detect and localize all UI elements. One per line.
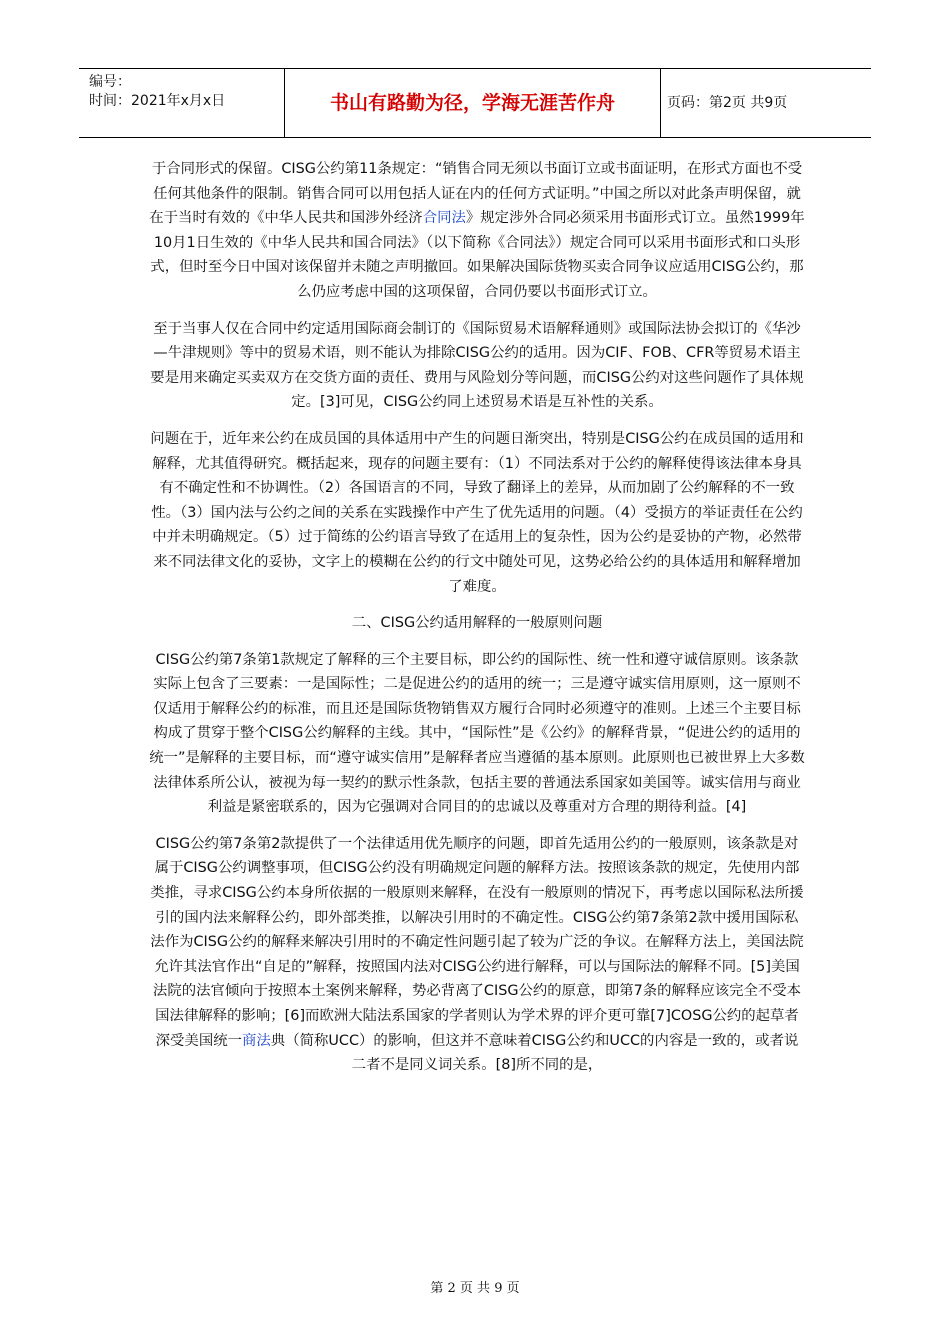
body-paragraph <box>149 317 805 415</box>
body-paragraph <box>149 832 805 1078</box>
paragraph-text: CISG公约第7条第2款提供了一个法律适用优先顺序的问题，即首先适用公约的一般原则，该条款是对属于CISG公约调整事项，但CISG公约没有明确规定问题的解释方法。按照该条款的规定，先使用内部类推，寻求CISG公约本身所依据的一般原则来解释，在没有一般原则的情况下，再考虑以国际私法所援引的国内法来解释公约，即外部类推，以解决引用时的不确定性。CISG公约第7条第2款中援用国际私法作为CISG公约的解释来解决引用时的不确定性问题引起了较为广泛的争议。在解释方法上，美国法院允许其法官作出“自足的”解释，按照国内法对CISG公约进行解释，可以与国际法的解释不同。[5]美国法院的法官倾向于按照本土案例来解释，势必背离了CISG公约的原意，即第7条的解释应该完全不受本国法律解释的影响；[6]而欧洲大陆法系国家的学者则认为学术界的评介更可靠[7]COSG公约的起草者深受美国统一 <box>150 835 804 1049</box>
paragraph-text: 》规定涉外合同必须采用书面形式订立。虽然1999年10月1日生效的《中华人民共和国合同法》（以下简称《合同法》）规定合同可以采用书面形式和口头形式，但时至今日中国对该保留并未随之声明撤回。如果解决国际货物买卖合同争议应适用CISG公约，那么仍应考虑中国的这项保留，合同仍要以书面形式订立。 <box>150 210 805 300</box>
paragraph-text: 典（简称UCC）的影响，但这并不意味着CISG公约和UCC的内容是一致的，或者说二者不是同义词关系。[8]所不同的是， <box>270 1032 799 1074</box>
header-meta-cell <box>79 69 285 137</box>
header-motto: 书山有路勤为径，学海无涯苦作舟 <box>329 92 615 114</box>
paragraph-text: CISG公约第7条第1款规定了解释的三个主要目标，即公约的国际性、统一性和遵守诚信原则。该条款实际上包含了三要素：一是国际性；二是促进公约的适用的统一；三是遵守诚实信用原则，这一原则不仅适用于解释公约的标准，而且还是国际货物销售双方履行合同时必须遵守的准则。上述三个主要目标构成了贯穿于整个CISG公约解释的主线。其中，“国际性”是《公约》的解释背景，“促进公约的适用的统一”是解释的主要目标，而“遵守诚实信用”是解释者应当遵循的基本原则。此原则也已被世界上大多数法律体系所公认，被视为每一契约的默示性条款，包括主要的普通法系国家如美国等。诚实信用与商业利益是紧密联系的，因为它强调对合同目的的忠诚以及尊重对方合理的期待利益。[4] <box>149 651 805 816</box>
hyperlink-commercial-law[interactable]: 商法 <box>242 1032 271 1049</box>
body-paragraph <box>149 427 805 599</box>
hyperlink-contract-law[interactable]: 合同法 <box>422 210 466 227</box>
body-paragraph <box>149 648 805 820</box>
page-footer: 第 2 页 共 9 页 <box>430 1281 520 1296</box>
header-motto-cell <box>285 69 661 137</box>
document-date-label: 时间：2021年x月x日 <box>89 93 226 109</box>
header-page-cell <box>661 69 871 137</box>
paragraph-text: 于合同形式的保留。CISG公约第11条规定：“销售合同无须以书面订立或书面证明，在形式方面也不受任何其他条件的限制。销售合同可以用包括人证在内的任何方式证明。”中国之所以对此条声明保留，就在于当时有效的《中华人民共和国涉外经济 <box>149 161 803 227</box>
body-paragraph <box>149 157 805 305</box>
section-heading: 二、CISG公约适用解释的一般原则问题 <box>351 615 603 632</box>
document-body <box>149 157 805 1090</box>
paragraph-text: 至于当事人仅在合同中约定适用国际商会制订的《国际贸易术语解释通则》或国际法协会拟订的《华沙—牛津规则》等中的贸易术语，则不能认为排除CISG公约的适用。因为CIF、FOB、CFR等贸易术语主要是用来确定买卖双方在交货方面的责任、费用与风险划分等问题，而CISG公约对这些问题作了具体规定。[3]可见，CISG公约同上述贸易术语是互补性的关系。 <box>150 320 804 411</box>
paragraph-text: 问题在于，近年来公约在成员国的具体适用中产生的问题日渐突出，特别是CISG公约在成员国的适用和解释，尤其值得研究。概括起来，现存的问题主要有：（1）不同法系对于公约的解释使得该法律本身具有不确定性和不协调性。（2）各国语言的不同，导致了翻译上的差异，从而加剧了公约解释的不一致性。（3）国内法与公约之间的关系在实践操作中产生了优先适用的问题。（4）受损方的举证责任在公约中并未明确规定。（5）过于简练的公约语言导致了在适用上的复杂性，因为公约是妥协的产物，必然带来不同法律文化的妥协，文字上的模糊在公约的行文中随处可见，这势必给公约的具体适用和解释增加了难度。 <box>150 430 804 595</box>
header-page-number: 页码：第2页 共9页 <box>667 95 788 111</box>
page-header <box>79 68 871 138</box>
document-number-label: 编号： <box>89 74 131 90</box>
